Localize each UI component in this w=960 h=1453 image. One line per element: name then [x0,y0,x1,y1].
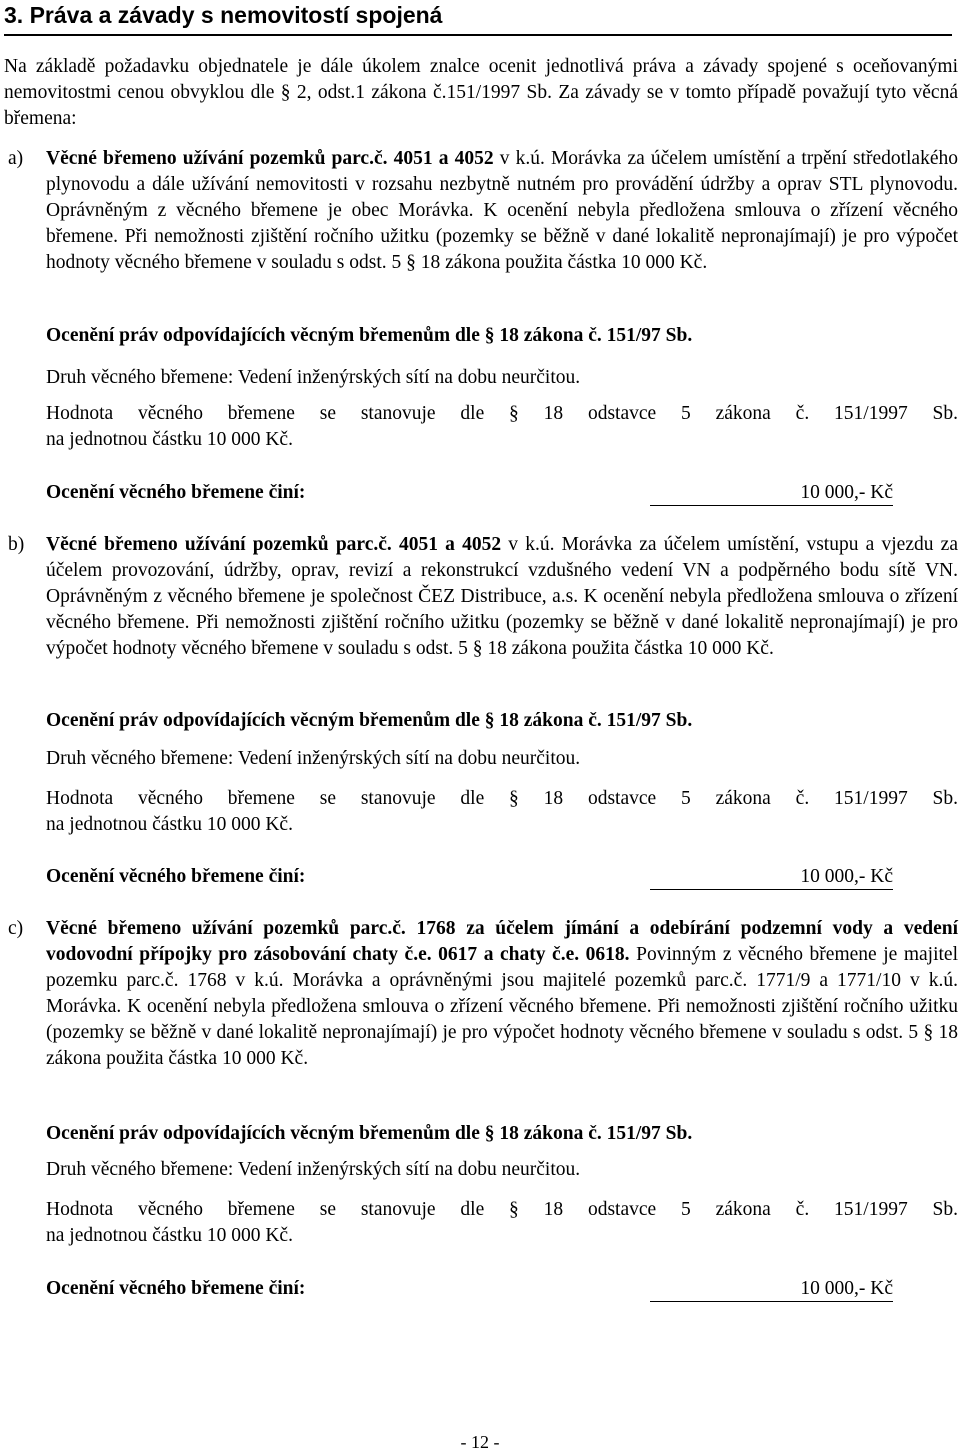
item-description [46,146,958,276]
easement-type: Druh věcného břemene: Vedení inženýrských sítí na dobu neurčitou. [46,367,581,388]
item-text: v k.ú. Morávka za účelem umístění a trpění středotlakého plynovodu a dále užívání nemovitosti v rozsahu nezbytně nutném pro provádění údržby a oprav STL plynovodu. Oprávněným z věcného břemene je obec Morávka. K ocenění nebyla předložena smlouva o zřízení věcného břemene. Při nemožnosti zjištění ročního užitku (pozemky se běžně v dané lokalitě nepronajímají) je pro výpočet hodnoty věcného břemene v souladu s odst. 5 § 18 zákona použita částka 10 000 Kč. [46,148,958,273]
intro-paragraph: Na základě požadavku objednatele je dále úkolem znalce ocenit jednotlivá práva a závady spojené s oceňovanými nemovitostmi cenou obvyklou dle § 2, odst.1 zákona č.151/1997 Sb. Za závady se v tomto případě považují tyto věcná břemena: [4,56,958,129]
valuation-value: 10 000,- Kč [650,865,893,890]
value-rule-line-1: Hodnota věcného břemene se stanovuje dle § 18 odstavce 5 zákona č. 151/1997 Sb. [46,403,958,424]
value-rule-line-1: Hodnota věcného břemene se stanovuje dle § 18 odstavce 5 zákona č. 151/1997 Sb. [46,1199,958,1220]
item-text: v k.ú. Morávka za účelem umístění, vstupu a vjezdu za účelem provozování, údržby, oprav, revizí a rekonstrukcí vzdušného vedení VN a podpěrného bodu sítě VN. Oprávněným z věcného břemene je společnost ČEZ Distribuce, a.s. K ocenění nebyla předložena smlouva o zřízení věcného břemene. Při nemožnosti zjištění ročního užitku (pozemky se běžně v dané lokalitě nepronajímají) je pro výpočet hodnoty věcného břemene v souladu s odst. 5 § 18 zákona použita částka 10 000 Kč. [46,534,958,659]
item-title: Věcné břemeno užívání pozemků parc.č. 4051 a 4052 [46,534,502,555]
item-marker: c) [8,918,24,939]
valuation-label: Ocenění věcného břemene činí: [46,482,306,503]
valuation-rights-heading: Ocenění práv odpovídajících věcným břemenům dle § 18 zákona č. 151/97 Sb. [46,325,693,346]
item-marker: a) [8,148,24,169]
valuation-rights-heading: Ocenění práv odpovídajících věcným břemenům dle § 18 zákona č. 151/97 Sb. [46,710,693,731]
easement-type: Druh věcného břemene: Vedení inženýrských sítí na dobu neurčitou. [46,1159,581,1180]
section-heading: 3. Práva a závady s nemovitostí spojená [4,2,443,28]
valuation-label: Ocenění věcného břemene činí: [46,866,306,887]
value-rule-line-2: na jednotnou částku 10 000 Kč. [46,1225,293,1246]
item-text: Povinným z věcného břemene je majitel pozemku parc.č. 1768 v k.ú. Morávka a oprávněnými jsou majitelé pozemků parc.č. 1771/9 a 1771/10 v k.ú. Morávka. K ocenění nebyla předložena smlouva o zřízení věcného břemene. Při nemožnosti zjištění ročního užitku (pozemky se běžně v dané lokalitě nepronajímají) je pro výpočet hodnoty věcného břemene v souladu s odst. 5 § 18 zákona použita částka 10 000 Kč. [46,944,958,1069]
valuation-value: 10 000,- Kč [650,1277,893,1302]
section-header [4,0,952,36]
valuation-value: 10 000,- Kč [650,481,893,506]
item-title: Věcné břemeno užívání pozemků parc.č. 1768 za účelem jímání a odebírání podzemní vody a vedení vodovodní přípojky pro zásobování chaty č.e. 0617 a chaty č.e. 0618. [46,918,958,965]
valuation-rights-heading: Ocenění práv odpovídajících věcným břemenům dle § 18 zákona č. 151/97 Sb. [46,1123,693,1144]
item-title: Věcné břemeno užívání pozemků parc.č. 4051 a 4052 [46,148,494,169]
value-rule-line-2: na jednotnou částku 10 000 Kč. [46,814,293,835]
value-rule-line-1: Hodnota věcného břemene se stanovuje dle § 18 odstavce 5 zákona č. 151/1997 Sb. [46,788,958,809]
easement-type: Druh věcného břemene: Vedení inženýrských sítí na dobu neurčitou. [46,748,581,769]
valuation-label: Ocenění věcného břemene činí: [46,1278,306,1299]
page-number: - 12 - [460,1432,500,1452]
value-rule-line-2: na jednotnou částku 10 000 Kč. [46,429,293,450]
item-description [46,916,958,1072]
item-description [46,532,958,662]
item-marker: b) [8,534,25,555]
